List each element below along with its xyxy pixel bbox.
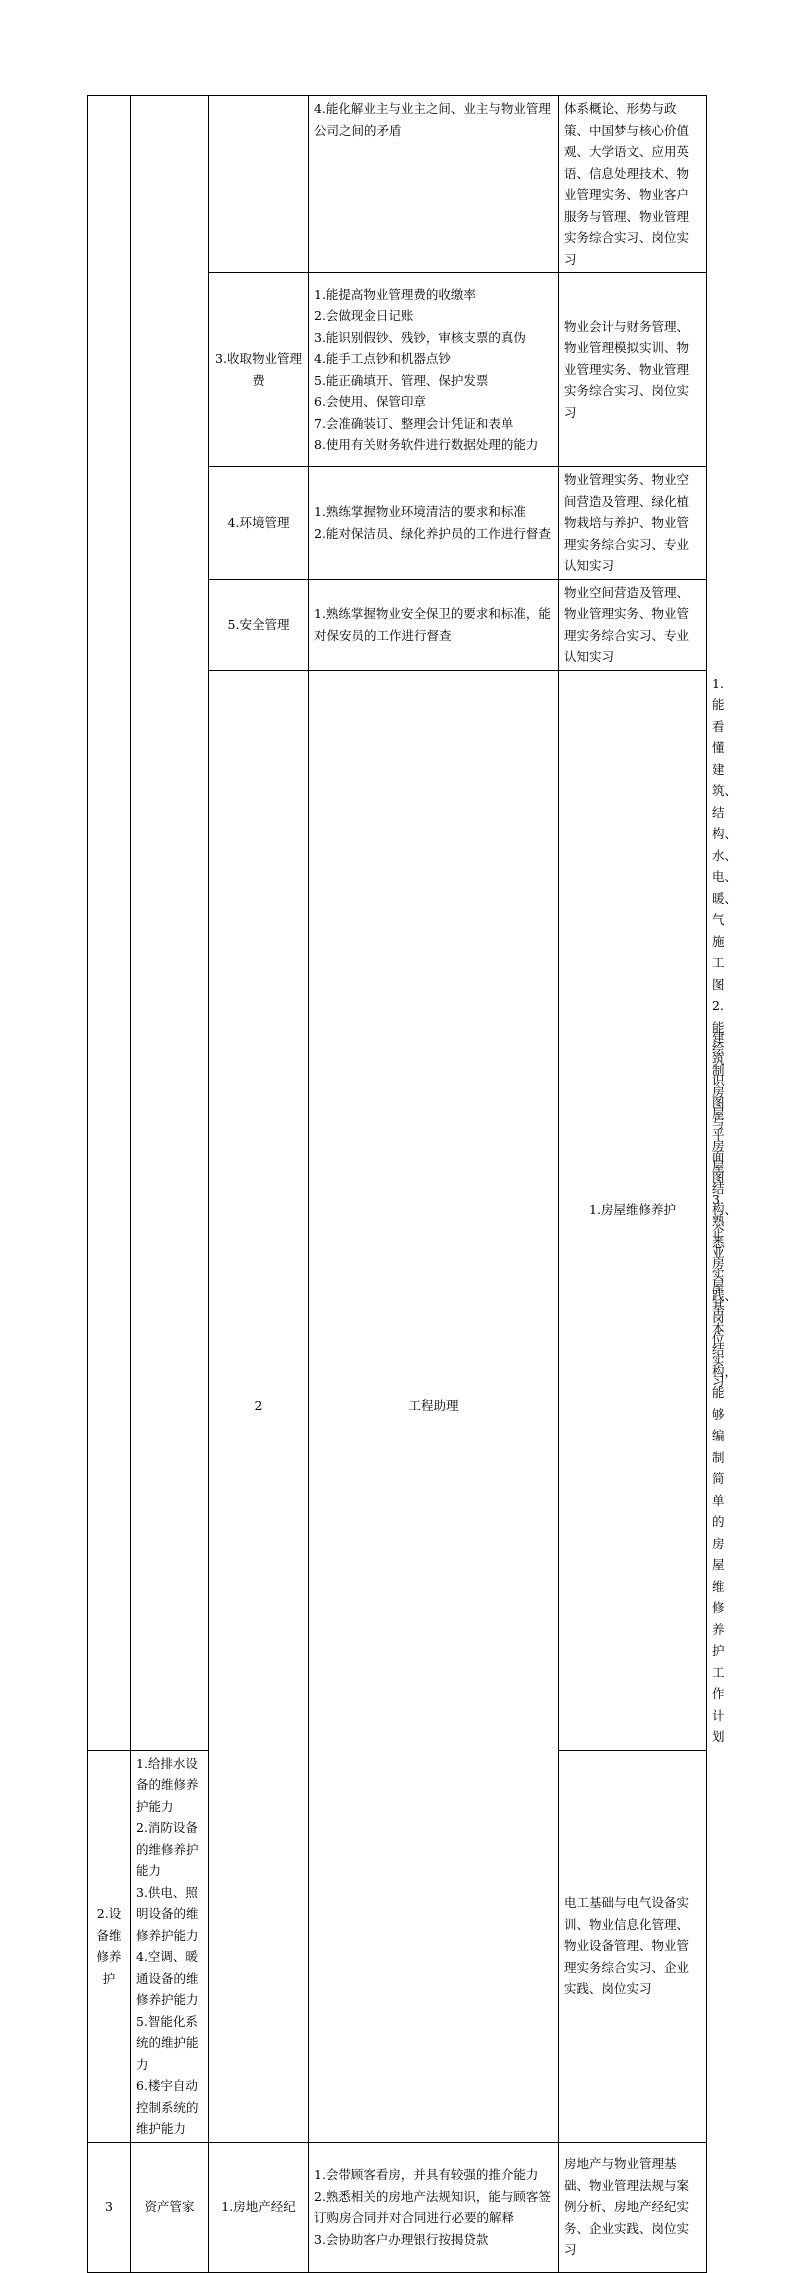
row-number: 2 (209, 670, 309, 2142)
task-name: 1.房屋维修养护 (559, 670, 707, 1750)
row-number (88, 96, 131, 1751)
requirements-cell (309, 579, 559, 670)
post-name (131, 96, 209, 1751)
requirement-item: 3.能识别假钞、残钞，审核支票的真伪 (314, 329, 526, 345)
table-row: 2 工程助理 1.房屋维修养护 1.能看懂建筑、结构、水、电、暖、气施工图 2.能绘制房屋平面图 3.熟悉房屋基本结构，能够编制简单的房屋维修养护工作计划 建筑识图与房屋结构、企业实践、岗位实习 (88, 670, 707, 1750)
requirement-item: 2.能对保洁员、绿化养护员的工作进行督查 (314, 525, 551, 541)
requirement-item: 1.能提高物业管理费的收缴率 (314, 286, 476, 302)
requirement-item: 2.熟悉相关的房地产法规知识，能与顾客签订购房合同并对合同进行必要的解释 (314, 2188, 551, 2225)
post-name: 工程助理 (309, 670, 559, 2142)
requirement-item: 2.消防设备的维修养护能力 (136, 1820, 199, 1878)
requirement-item: 3.会协助客户办理银行按揭贷款 (314, 2231, 489, 2247)
requirements-cell (309, 273, 559, 467)
post-name: 资产管家 (131, 2142, 209, 2272)
requirement-item: 5.能正确填开、管理、保护发票 (314, 372, 489, 388)
requirements-cell (309, 2142, 559, 2272)
requirement-item: 4.空调、暖通设备的维修养护能力 (136, 1949, 199, 2007)
curriculum-table (87, 95, 738, 2273)
task-name: 1.房地产经纪 (209, 2142, 309, 2272)
requirement-item: 8.使用有关财务软件进行数据处理的能力 (314, 437, 539, 452)
requirement-item: 1.会带顾客看房，并具有较强的推介能力 (314, 2167, 539, 2182)
requirement-item: 5.智能化系统的维护能力 (136, 2013, 199, 2072)
task-name (209, 96, 309, 273)
requirement-item: 4.能手工点钞和机器点钞 (314, 351, 451, 366)
courses-cell: 房地产与物业管理基础、物业管理法规与案例分析、房地产经纪实务、企业实践、岗位实习 (559, 2142, 707, 2272)
task-name: 2.设备维修养护 (88, 1750, 131, 2142)
requirement-item: 6.会使用、保管印章 (314, 394, 426, 409)
requirement-item: 2.会做现金日记账 (314, 308, 414, 323)
requirement-item: 1.给排水设备的维修养护能力 (136, 1755, 199, 1814)
courses-cell: 电工基础与电气设备实训、物业信息化管理、物业设备管理、物业管理实务综合实习、企业实践、岗位实习 (559, 1750, 707, 2142)
requirement-item: 6.楼宇自动控制系统的维护能力 (136, 2078, 199, 2136)
requirement-item: 1.熟练掌握物业安全保卫的要求和标准，能对保安员的工作进行督查 (314, 606, 551, 643)
table-row (88, 2142, 707, 2272)
courses-cell: 物业空间营造及管理、物业管理实务、物业管理实务综合实习、专业认知实习 (559, 579, 707, 670)
table-row (88, 96, 707, 273)
requirement-item: 3.供电、照明设备的维修养护能力 (136, 1884, 199, 1943)
requirement-item: 7.会准确装订、整理会计凭证和表单 (314, 415, 514, 431)
requirement-item: 1.熟练掌握物业环境清洁的要求和标准 (314, 504, 526, 520)
courses-cell: 体系概论、形势与政策、中国梦与核心价值观、大学语文、应用英语、信息处理技术、物业管理实务、物业客户服务与管理、物业管理实务综合实习、岗位实习 (559, 96, 707, 273)
requirements-cell (309, 467, 559, 580)
task-name: 3.收取物业管理费 (209, 273, 309, 467)
requirements-cell (309, 96, 559, 273)
courses-cell: 物业会计与财务管理、物业管理模拟实训、物业管理实务、物业管理实务综合实习、岗位实习 (559, 273, 707, 467)
row-number: 3 (88, 2142, 131, 2272)
requirements-cell (131, 1750, 209, 2142)
task-name: 4.环境管理 (209, 467, 309, 580)
courses-cell: 物业管理实务、物业空间营造及管理、绿化植物栽培与养护、物业管理实务综合实习、专业认知实习 (559, 467, 707, 580)
requirement-item: 4.能化解业主与业主之间、业主与物业管理公司之间的矛盾 (314, 101, 551, 138)
task-name: 5.安全管理 (209, 579, 309, 670)
